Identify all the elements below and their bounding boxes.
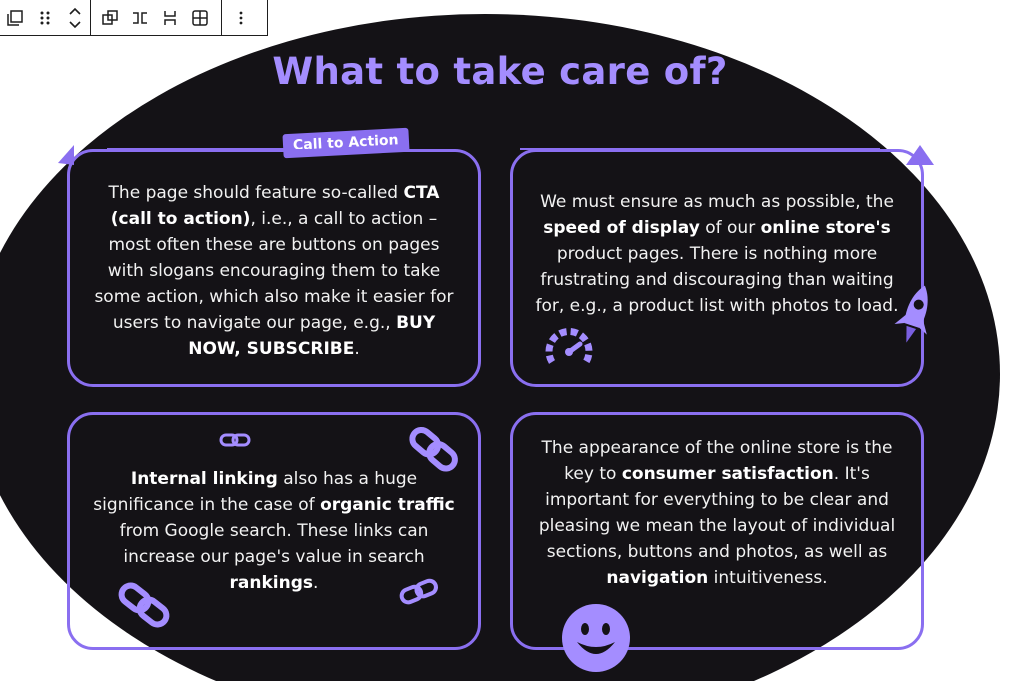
card-text-run: . bbox=[313, 573, 319, 593]
card-text-run: The page should feature so-called bbox=[108, 183, 404, 203]
more-options-icon[interactable] bbox=[226, 1, 256, 35]
card-text bbox=[70, 466, 478, 596]
card-text-emphasis: organic traffic bbox=[320, 495, 455, 515]
grid-icon[interactable] bbox=[185, 1, 215, 35]
card-text-run: . It's important for everything to be clear and pleasing we mean the layout of individual sections, buttons and photos, as well as bbox=[538, 464, 896, 562]
smiley-face-icon bbox=[560, 602, 632, 674]
card-text-emphasis: online store's bbox=[760, 218, 891, 238]
horizontal-align-icon[interactable] bbox=[125, 1, 155, 35]
vertical-align-icon[interactable] bbox=[155, 1, 185, 35]
card-text-run: also has a huge significance in the case of bbox=[93, 469, 418, 515]
card-text-run: , i.e., a call to action – most often these are buttons on pages with slogans encouraging them to take some action, which also make it easier for users to navigate our page, e.g., bbox=[94, 209, 454, 333]
card-text-run: intuitiveness. bbox=[708, 568, 828, 588]
link-icon bbox=[404, 424, 462, 476]
duplicate-icon[interactable] bbox=[95, 1, 125, 35]
card-text bbox=[513, 189, 921, 319]
speedometer-icon bbox=[544, 326, 594, 370]
card-text-emphasis: consumer satisfaction bbox=[621, 464, 834, 484]
block-toolbar bbox=[0, 0, 268, 36]
toolbar-group-layout bbox=[91, 0, 215, 35]
card-text-emphasis: rankings bbox=[229, 573, 314, 593]
card-text-emphasis: BUY NOW, SUBSCRIBE bbox=[188, 313, 436, 359]
card-text-run: from Google search. These links can increase our page's value in search bbox=[119, 521, 429, 567]
cta-badge: Call to Action bbox=[282, 128, 409, 159]
link-icon bbox=[398, 578, 440, 606]
card-text-run: . bbox=[354, 339, 360, 359]
card-text bbox=[70, 174, 478, 362]
block-type-icon[interactable] bbox=[0, 1, 30, 35]
info-card-cta bbox=[67, 149, 481, 387]
toolbar-group-more bbox=[222, 0, 256, 35]
card-text bbox=[513, 435, 921, 591]
card-text-run: We must ensure as much as possible, the bbox=[540, 192, 894, 212]
card-text-emphasis: CTA (call to action) bbox=[110, 183, 440, 229]
drag-handle-icon[interactable] bbox=[30, 1, 60, 35]
link-icon bbox=[219, 432, 251, 448]
page-title: What to take care of? bbox=[272, 50, 728, 93]
rocket-icon bbox=[893, 282, 937, 350]
toolbar-group-block bbox=[0, 0, 90, 35]
link-icon bbox=[114, 578, 174, 632]
card-text-run: product pages. There is nothing more frustrating and discouraging than waiting for, e.g., a product list with photos to load. bbox=[535, 244, 899, 316]
card-text-emphasis: Internal linking bbox=[130, 469, 278, 489]
card-text-run: The appearance of the online store is the key to bbox=[541, 438, 893, 484]
card-text-run: of our bbox=[699, 218, 761, 238]
move-up-down-icon[interactable] bbox=[60, 1, 90, 35]
card-text-emphasis: navigation bbox=[606, 568, 709, 588]
card-text-emphasis: speed of display bbox=[543, 218, 700, 238]
